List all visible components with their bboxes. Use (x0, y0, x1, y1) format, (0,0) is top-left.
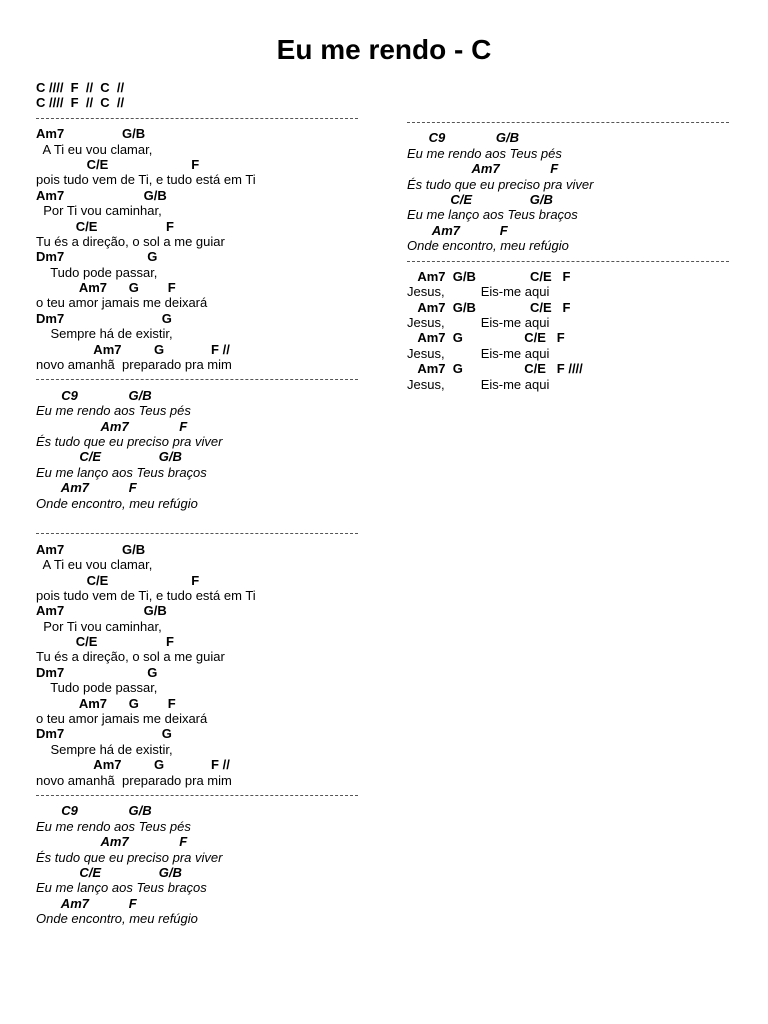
chord-line: Am7 F (36, 834, 188, 850)
lyric-line: Tu és a direção, o sol a me guiar (36, 649, 225, 665)
section-divider (36, 111, 358, 126)
lyric-line: novo amanhã preparado pra mim (36, 357, 232, 373)
lyric-line: Jesus, Eis-me aqui (407, 376, 550, 392)
chord-line: C/E F (36, 634, 174, 650)
lyric-line: Eu me rendo aos Teus pés (36, 403, 191, 419)
lyric-line: Eu me lanço aos Teus braços (36, 880, 207, 896)
chord-line: Am7 F (36, 480, 137, 496)
lyric-line: Jesus, Eis-me aqui (407, 315, 550, 331)
lyric-line: o teu amor jamais me deixará (36, 295, 208, 311)
chord-line: Am7 G/B (36, 126, 146, 142)
lyric-line: novo amanhã preparado pra mim (36, 772, 232, 788)
lyric-line: Onde encontro, meu refúgio (36, 911, 198, 927)
chord-line: Am7 G F // (36, 341, 230, 357)
chord-line: C9 G/B (36, 803, 152, 819)
chord-line: C/E F (36, 156, 200, 172)
chord-line: Am7 G F (36, 695, 176, 711)
chord-line: Am7 G/B (36, 603, 167, 619)
lyric-line: Tu és a direção, o sol a me guiar (36, 233, 225, 249)
lyric-line: És tudo que eu preciso pra viver (36, 433, 223, 449)
left-column (36, 80, 366, 926)
chord-line: Dm7 G (36, 664, 158, 680)
chord-line: Am7 F (36, 418, 188, 434)
lyric-line: pois tudo vem de Ti, e tudo está em Ti (36, 587, 256, 603)
blank-line (36, 511, 366, 526)
chord-line: Am7 G/B C/E F (407, 268, 571, 284)
section-divider (407, 115, 729, 130)
chord-line: Am7 G F (36, 280, 176, 296)
section-divider (407, 254, 729, 269)
lyric-line: Sempre há de existir, (36, 326, 173, 342)
chord-line: C //// F // C // (36, 95, 125, 111)
lyric-line: Eu me lanço aos Teus braços (407, 207, 578, 223)
lyric-line: És tudo que eu preciso pra viver (36, 849, 223, 865)
song-title: Eu me rendo - C (276, 34, 492, 65)
chord-line: C9 G/B (407, 130, 519, 146)
chord-line: Am7 G C/E F //// (407, 361, 583, 377)
chord-line: Dm7 G (36, 310, 172, 326)
lyric-line: pois tudo vem de Ti, e tudo está em Ti (36, 172, 256, 188)
chord-line: Am7 G/B (36, 541, 146, 557)
lyric-line: A Ti eu vou clamar, (36, 557, 153, 573)
chord-line: C/E F (36, 218, 174, 234)
chord-line: C/E G/B (36, 864, 182, 880)
lyric-line: Eu me rendo aos Teus pés (407, 145, 562, 161)
chord-line: C/E G/B (407, 191, 553, 207)
lyric-line: Tudo pode passar, (36, 264, 158, 280)
chord-line: Am7 G F // (36, 757, 230, 773)
chord-line: Am7 G/B C/E F (407, 299, 571, 315)
lyric-line: Onde encontro, meu refúgio (407, 238, 569, 254)
chord-line: C9 G/B (36, 387, 152, 403)
chord-line: Am7 G/B (36, 187, 167, 203)
lyric-line: Por Ti vou caminhar, (36, 618, 162, 634)
chord-line: Dm7 G (36, 249, 158, 265)
chord-line: C/E F (36, 572, 200, 588)
lyric-line: Sempre há de existir, (36, 741, 173, 757)
chord-line: Am7 F (36, 895, 137, 911)
chord-line: Dm7 G (36, 726, 172, 742)
section-divider (36, 526, 358, 541)
lyric-line: Jesus, Eis-me aqui (407, 345, 550, 361)
right-column (407, 115, 737, 392)
lyric-line: Eu me rendo aos Teus pés (36, 818, 191, 834)
lyric-line: Onde encontro, meu refúgio (36, 495, 198, 511)
lyric-line: Jesus, Eis-me aqui (407, 284, 550, 300)
chord-line: Am7 F (407, 222, 508, 238)
lyric-line: Tudo pode passar, (36, 680, 158, 696)
chord-line: C/E G/B (36, 449, 182, 465)
section-divider (36, 788, 358, 803)
lyric-line: Eu me lanço aos Teus braços (36, 464, 207, 480)
chord-line: Am7 F (407, 161, 559, 177)
lyric-line: Por Ti vou caminhar, (36, 203, 162, 219)
lyric-line: o teu amor jamais me deixará (36, 711, 208, 727)
lyric-line: A Ti eu vou clamar, (36, 141, 153, 157)
chord-line: C //// F // C // (36, 80, 125, 95)
chord-line: Am7 G C/E F (407, 330, 565, 346)
lyric-line: És tudo que eu preciso pra viver (407, 176, 594, 192)
section-divider (36, 372, 358, 387)
